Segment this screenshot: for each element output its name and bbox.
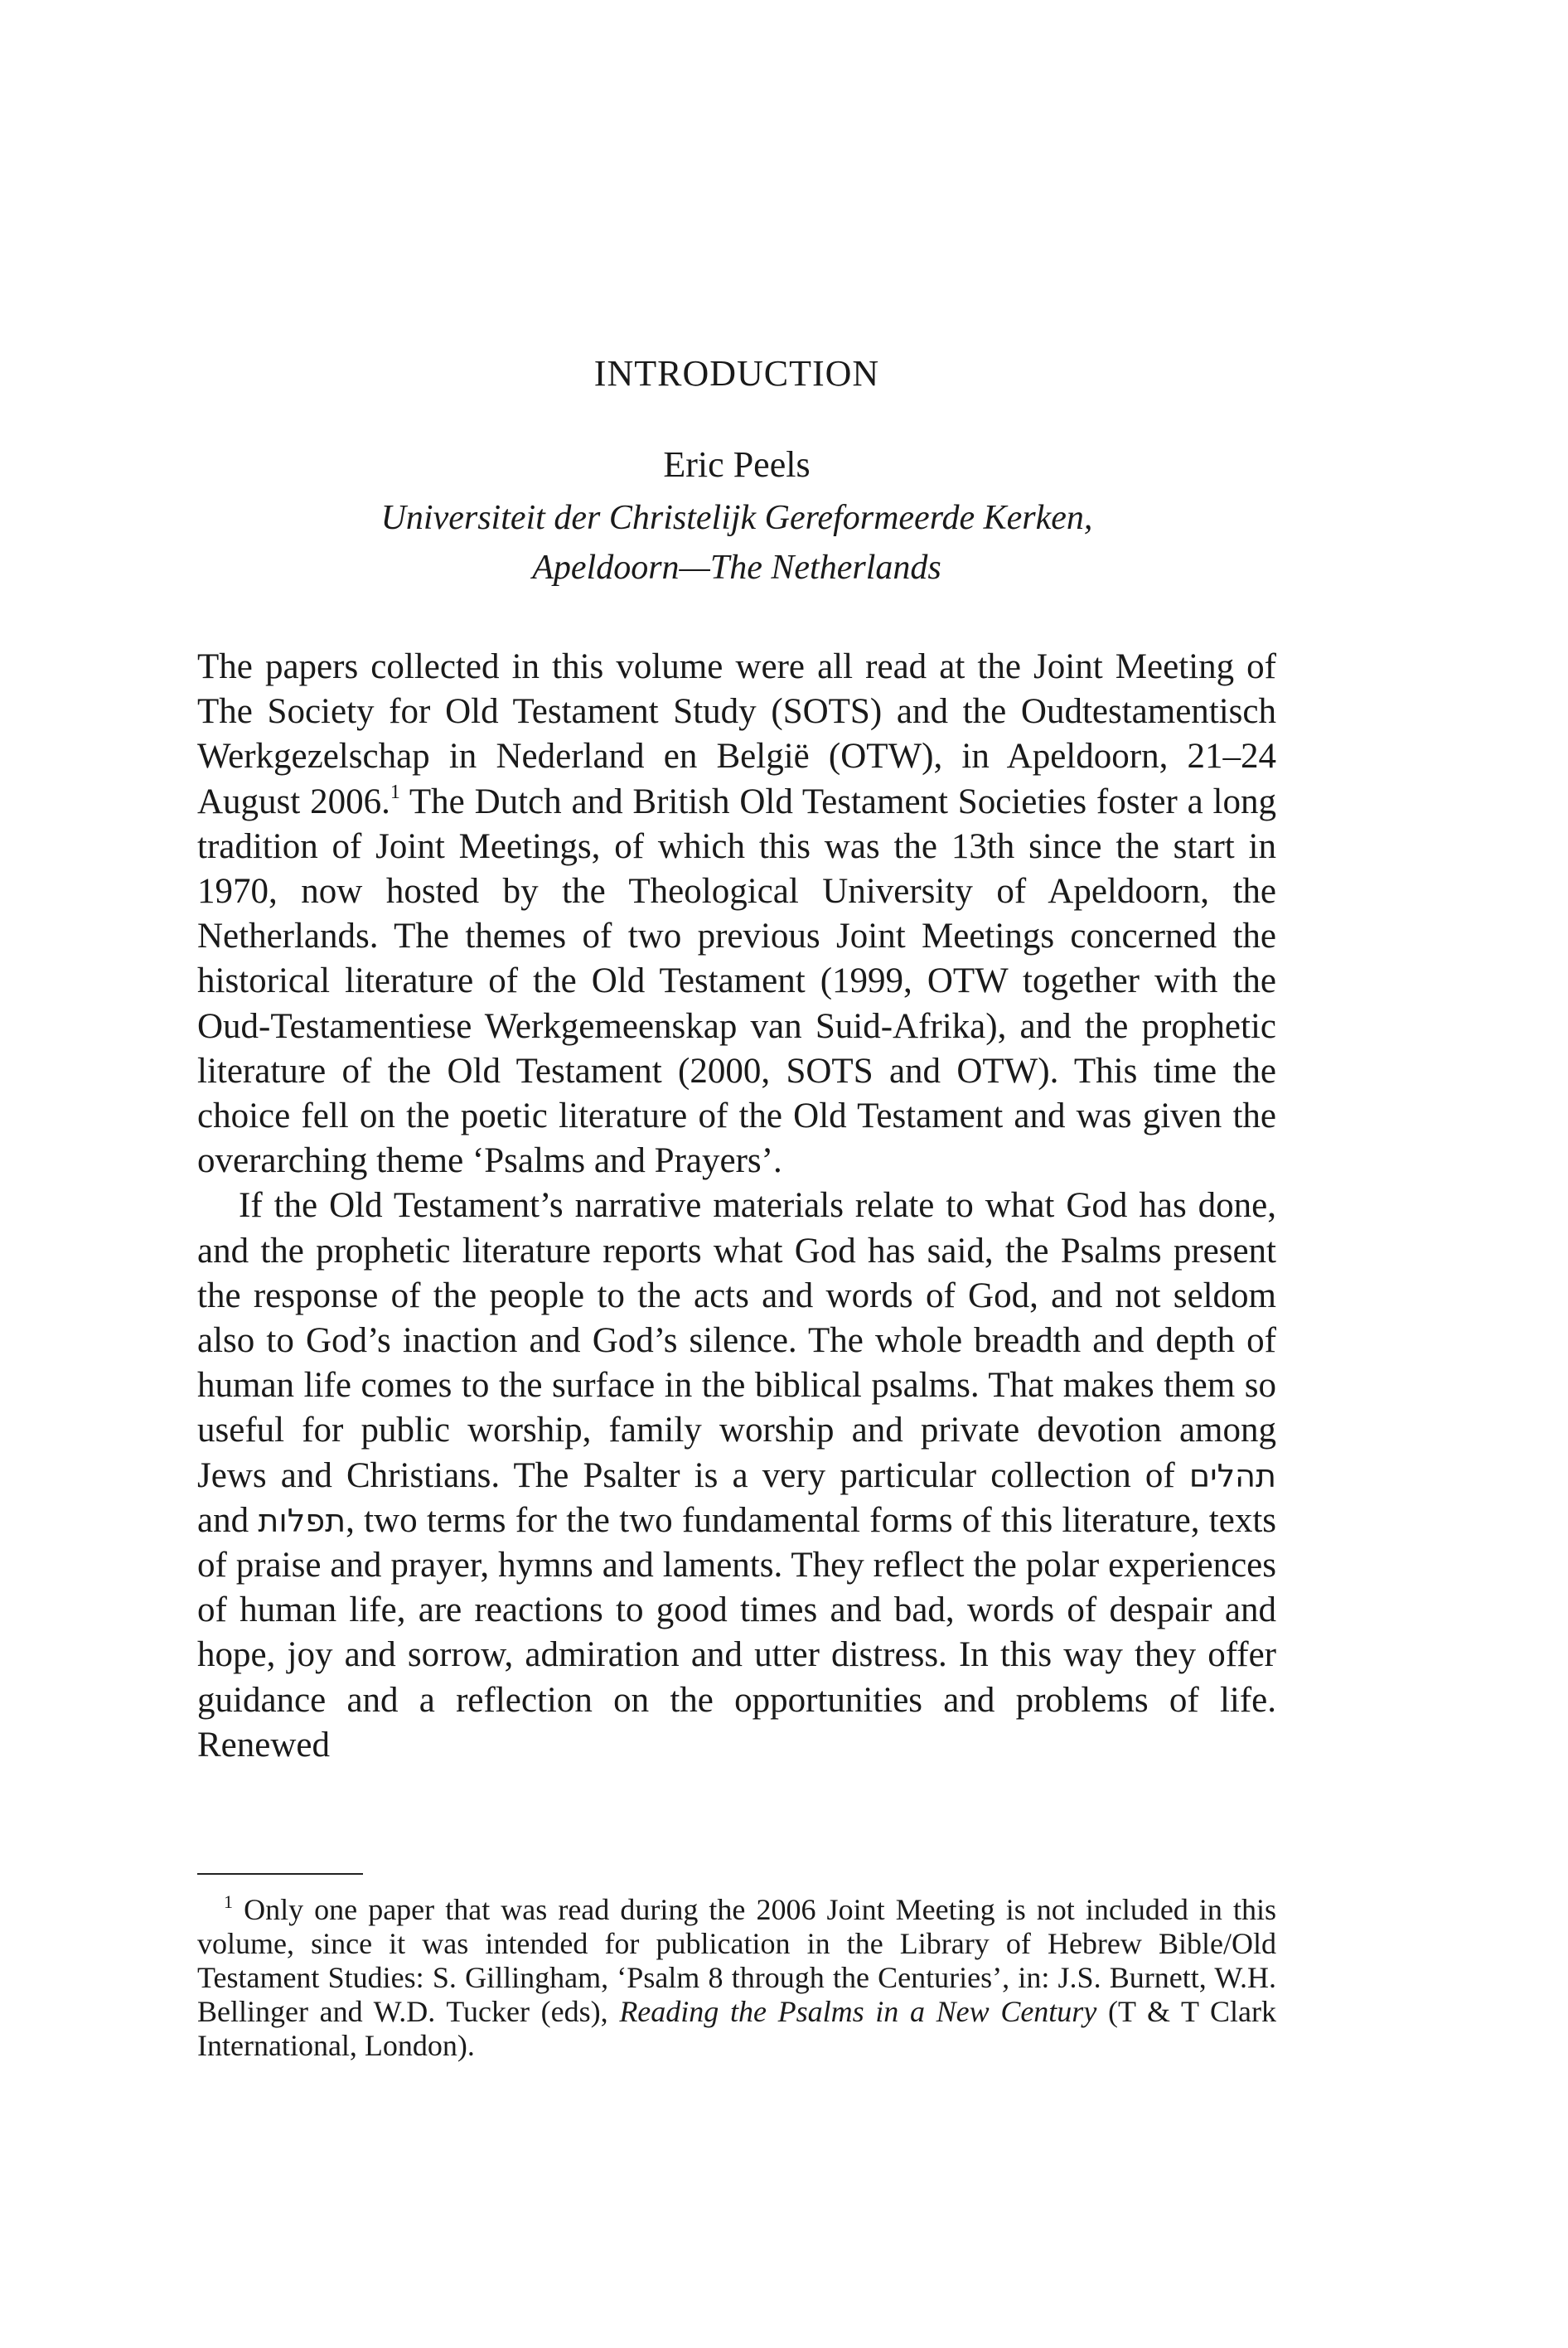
affiliation-line-2: Apeldoorn—The Netherlands	[532, 549, 941, 587]
paragraph-1-text-a: The papers collected in this volume were all read at the Joint Meeting of The Society for Old Testament Study (SOTS) and the Oudtestamentisch Werkgezelschap in Nederland en België (OTW), in Apeldoorn, 21–24 August 2006.	[197, 647, 1276, 821]
paragraph-1-text-b: The Dutch and British Old Testament Societies foster a long tradition of Joint Meetings, of which this was the 13th since the start in 1970, now hosted by the Theological University of Apeldoorn, the Netherlands. The themes of two previous Joint Meetings concerned the historical literature of the Old Testament (1999, OTW together with the Oud-Testamentiese Werkgemeenskap van Suid-Afrika), and the prophetic literature of the Old Testament (2000, SOTS and OTW). This time the choice fell on the poetic literature of the Old Testament and was given the overarching theme ‘Psalms and Prayers’.	[197, 782, 1276, 1181]
paragraph-2-connector: and	[197, 1500, 259, 1540]
footnote-reference[interactable]: 1	[390, 781, 400, 803]
footnote-text-a: Only one paper that was read during the 2006 Joint Meeting is not included in this volume, since it was intended for publication in the Library of Hebrew Bible/Old Testament Studies: S. Gillingham, ‘Psalm 8 through the Centuries’, in: J.S. Burnett, W.H. Bellinger and W.D. Tucker (eds),	[197, 1893, 1276, 2028]
paragraph-2	[197, 1184, 1276, 1768]
footnote-1	[197, 1893, 1276, 2063]
chapter-title: INTRODUCTION	[593, 353, 880, 394]
paragraph-2-text-b: , two terms for the two fundamental forms of this literature, texts of praise and prayer, hymns and laments. They reflect the polar experiences of human life, are reactions to good times and bad, words of despair and hope, joy and sorrow, admiration and utter distress. In this way they offer guidance and a reflection on the opportunities and problems of life. Renewed	[197, 1500, 1276, 1765]
affiliation-line-1: Universiteit der Christelijk Gereformeerde Kerken,	[380, 499, 1093, 537]
footnote-divider	[197, 1873, 363, 1875]
book-page	[197, 0, 1276, 2348]
paragraph-2-text-a: If the Old Testament’s narrative materials relate to what God has done, and the prophetic literature reports what God has said, the Psalms present the response of the people to the acts and words of God, and not seldom also to God’s inaction and God’s silence. The whole breadth and depth of human life comes to the surface in the biblical psalms. That makes them so useful for public worship, family worship and private devotion among Jews and Christians. The Psalter is a very particular collection of	[197, 1186, 1276, 1495]
author-name: Eric Peels	[663, 444, 811, 485]
hebrew-term-tehillim: תהלים	[1188, 1457, 1276, 1494]
paragraph-1	[197, 645, 1276, 1184]
body-text	[197, 645, 1276, 1768]
footnote-text-b: (T & T Clark International, London).	[197, 1995, 1276, 2062]
hebrew-term-tefillot: תפלות	[258, 1502, 346, 1539]
footnote-number: 1	[224, 1891, 233, 1912]
author-affiliation	[197, 493, 1276, 593]
footnote-book-title: Reading the Psalms in a New Century	[619, 1995, 1097, 2028]
